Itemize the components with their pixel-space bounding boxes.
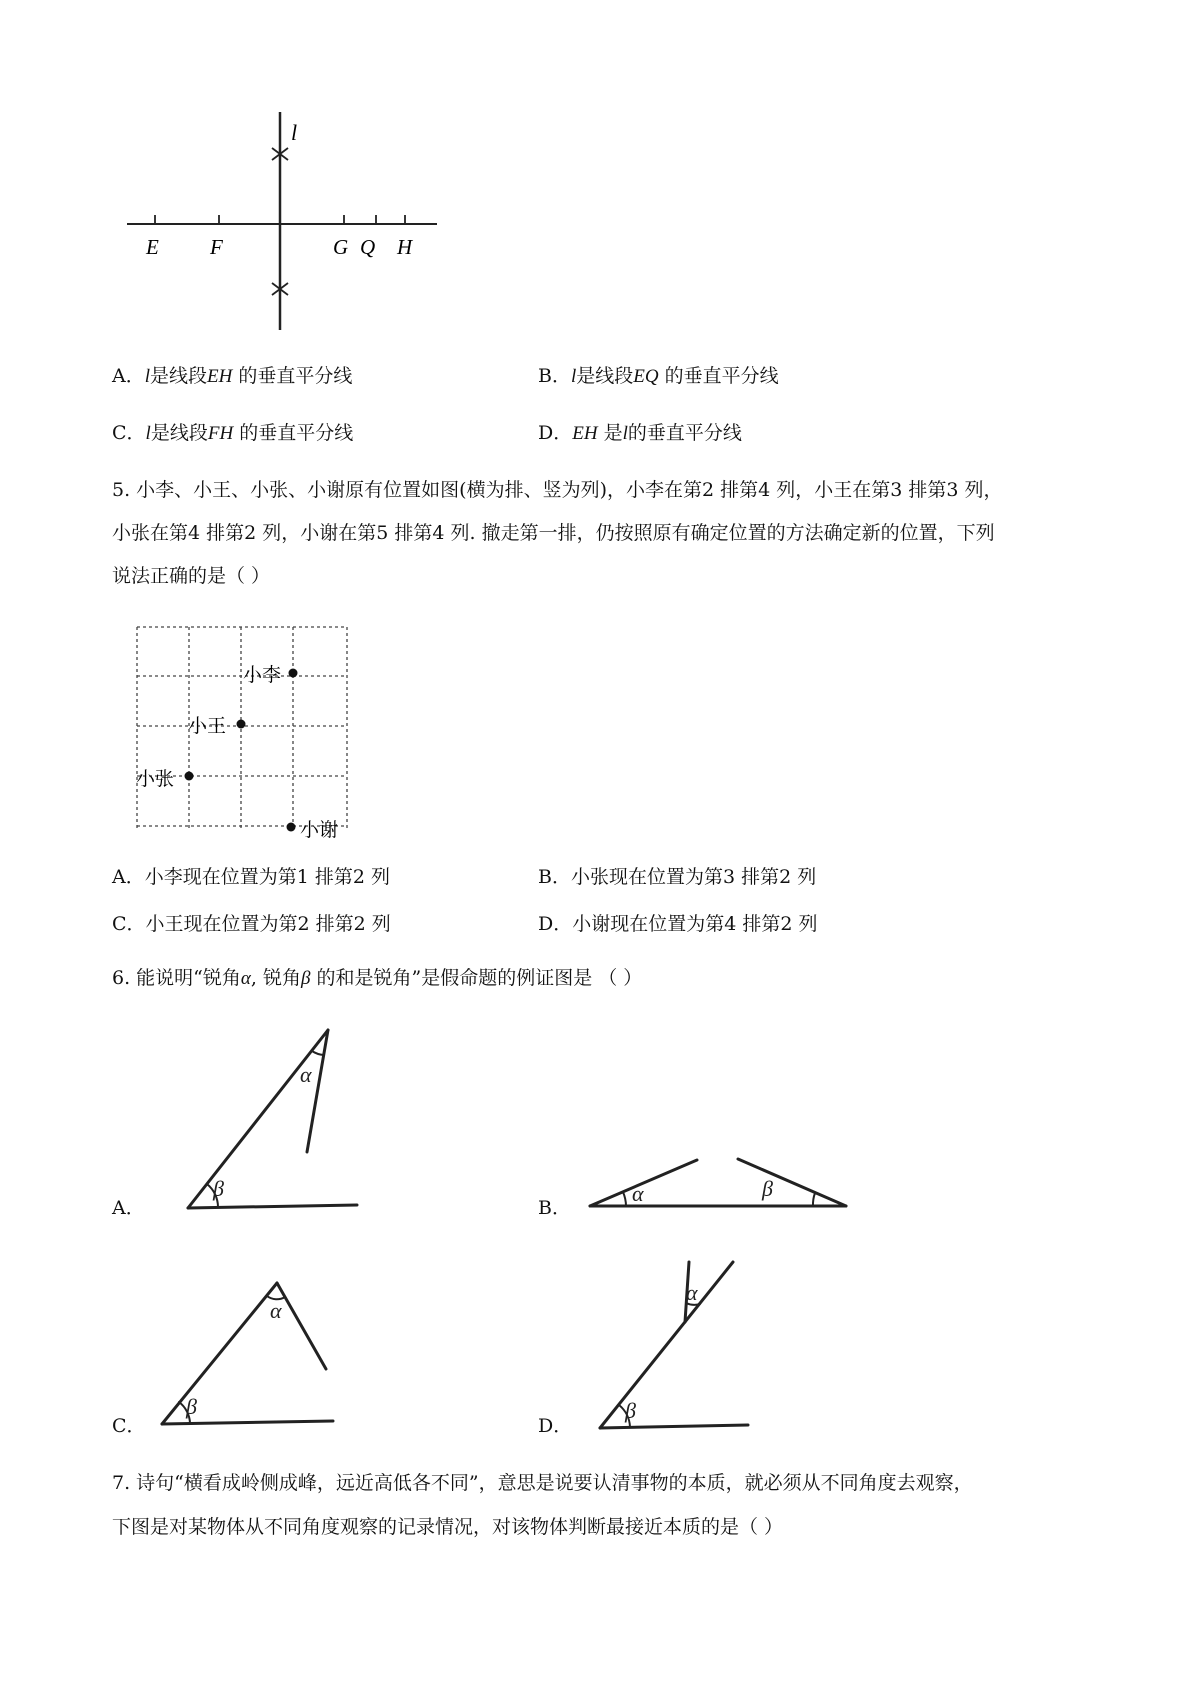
- q6-option-c-letter: C．: [112, 1415, 146, 1437]
- q5-option-b: B．小张现在位置为第3 排第2 列: [538, 866, 817, 888]
- q5-option-d: D．小谢现在位置为第4 排第2 列: [538, 913, 818, 935]
- q4-option-d: D．EH 是l的垂直平分线: [538, 422, 742, 444]
- grid-label-xiaozhang: 小张: [136, 769, 175, 790]
- q4-point-E: E: [146, 235, 159, 259]
- q6d-beta-label: β: [625, 1398, 636, 1423]
- q6d-alpha-label: α: [686, 1280, 698, 1305]
- grid-label-xiaoli: 小李: [243, 665, 282, 686]
- q6b-beta-label: β: [762, 1176, 773, 1201]
- q6a-beta-label: β: [213, 1176, 224, 1201]
- q6-option-d-letter: D．: [538, 1415, 573, 1437]
- q4-option-c: C．l是线段FH 的垂直平分线: [112, 422, 354, 444]
- q4-point-F: F: [210, 235, 223, 259]
- q6b-alpha-label: α: [632, 1181, 644, 1206]
- grid-label-xiaoxie: 小谢: [300, 820, 339, 841]
- q6c-beta-label: β: [186, 1394, 197, 1419]
- q7-stem-line1: 7. 诗句“横看成岭侧成峰，远近高低各不同”，意思是说要认清事物的本质，就必须从不同角度去观察，: [112, 1472, 973, 1494]
- q5-stem-line1: 5. 小李、小王、小张、小谢原有位置如图(横为排、竖为列)，小李在第2 排第4 列，小王在第3 排第3 列，: [112, 479, 1003, 501]
- q4-option-b: B．l是线段EQ 的垂直平分线: [538, 365, 779, 387]
- q5-option-a: A．小李现在位置为第1 排第2 列: [112, 866, 390, 888]
- q6-option-a-letter: A．: [112, 1197, 145, 1219]
- q6-option-b-letter: B．: [538, 1197, 571, 1219]
- q5-stem-line3: 说法正确的是（ ）: [112, 565, 271, 587]
- q4-line-label: l: [291, 120, 298, 145]
- q6a-alpha-label: α: [300, 1062, 312, 1087]
- q5-option-c: C．小王现在位置为第2 排第2 列: [112, 913, 391, 935]
- q6c-alpha-label: α: [270, 1298, 282, 1323]
- q6-stem: 6. 能说明“锐角α, 锐角β 的和是锐角”是假命题的例证图是 （ ）: [112, 967, 643, 989]
- q7-stem-line2: 下图是对某物体从不同角度观察的记录情况，对该物体判断最接近本质的是（ ）: [112, 1516, 784, 1538]
- grid-label-xiaowang: 小王: [188, 716, 227, 737]
- q4-point-G: G: [333, 235, 349, 259]
- q4-point-H: H: [397, 235, 413, 259]
- q4-point-Q: Q: [360, 235, 376, 259]
- q4-option-a: A．l是线段EH 的垂直平分线: [112, 365, 353, 387]
- q5-stem-line2: 小张在第4 排第2 列，小谢在第5 排第4 列. 撤走第一排，仍按照原有确定位置的方法确定新的位置，下列: [112, 522, 995, 544]
